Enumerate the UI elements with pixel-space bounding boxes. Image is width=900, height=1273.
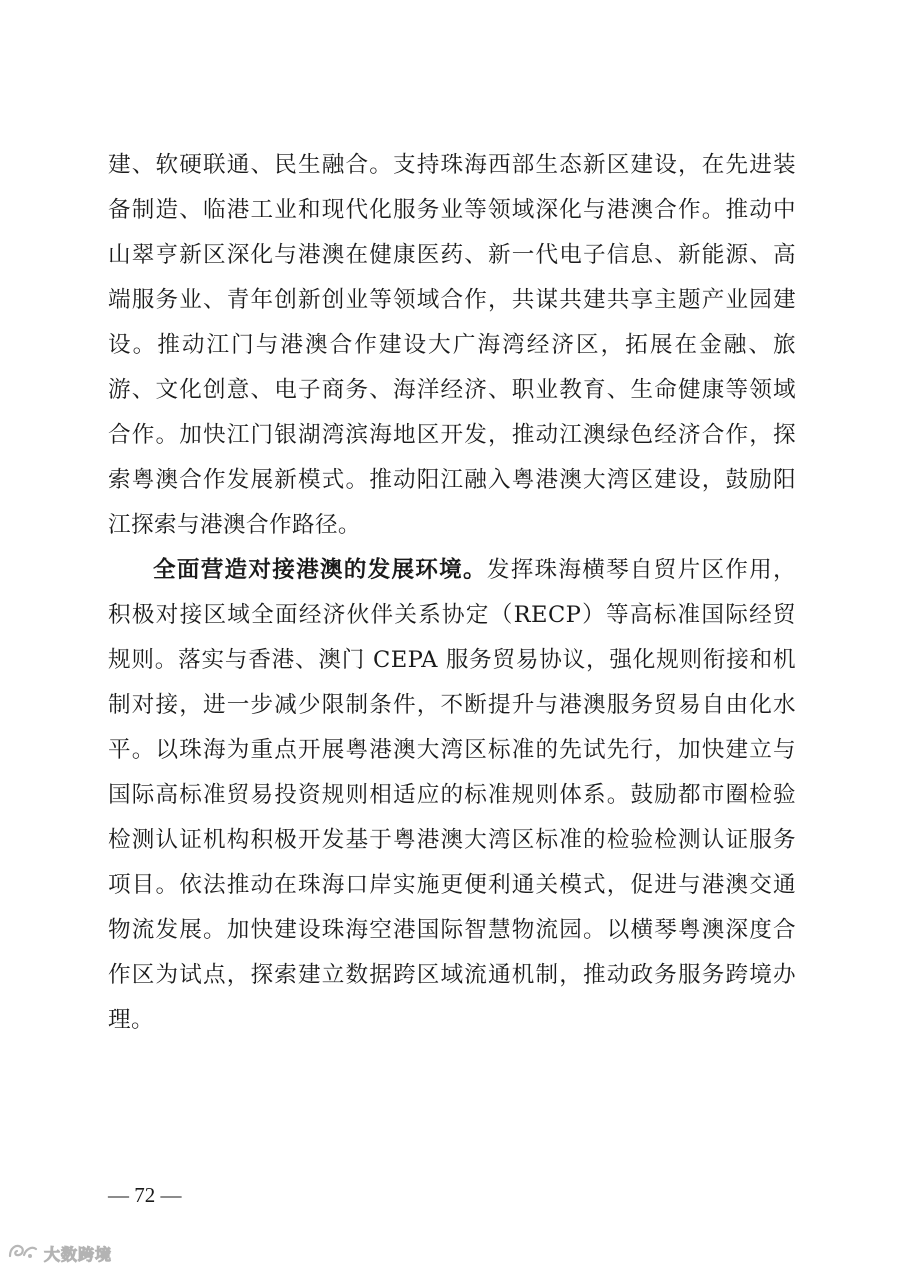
paragraph-2-text: 发挥珠海横琴自贸片区作用，积极对接区域全面经济伙伴关系协定（RECP）等高标准国际经贸规则。落实与香港、澳门 CEPA 服务贸易协议，强化规则衔接和机制对接，进一步减少限制条件，不断提升与港澳服务贸易自由化水平。以珠海为重点开展粤港澳大湾区标准的先试先行，加快建立与国际高标准贸易投资规则相适应的标准规则体系。鼓励都市圈检验检测认证机构积极开发基于粤港澳大湾区标准的检验检测认证服务项目。依法推动在珠海口岸实施更便利通关模式，促进与港澳交通物流发展。加快建设珠海空港国际智慧物流园。以横琴粤澳深度合作区为试点，探索建立数据跨区域流通机制，推动政务服务跨境办理。 [108, 557, 796, 1033]
paragraph-1-text: 建、软硬联通、民生融合。支持珠海西部生态新区建设，在先进装备制造、临港工业和现代化服务业等领域深化与港澳合作。推动中山翠亨新区深化与港澳在健康医药、新一代电子信息、新能源、高端服务业、青年创新创业等领域合作，共谋共建共享主题产业园建设。推动江门与港澳合作建设大广海湾经济区，拓展在金融、旅游、文化创意、电子商务、海洋经济、职业教育、生命健康等领域合作。加快江门银湖湾滨海地区开发，推动江澳绿色经济合作，探索粤澳合作发展新模式。推动阳江融入粤港澳大湾区建设，鼓励阳江探索与港澳合作路径。 [108, 152, 796, 538]
watermark-text: 大数跨境 [44, 1244, 113, 1264]
page-number: — 72 — [108, 1183, 182, 1207]
paragraph-2-heading: 全面营造对接港澳的发展环境。 [153, 557, 487, 583]
paragraph-2 [108, 548, 796, 1043]
watermark [6, 1240, 112, 1266]
body-text [108, 143, 796, 1043]
paragraph-1 [108, 143, 796, 548]
brand-logo-icon [6, 1240, 40, 1266]
